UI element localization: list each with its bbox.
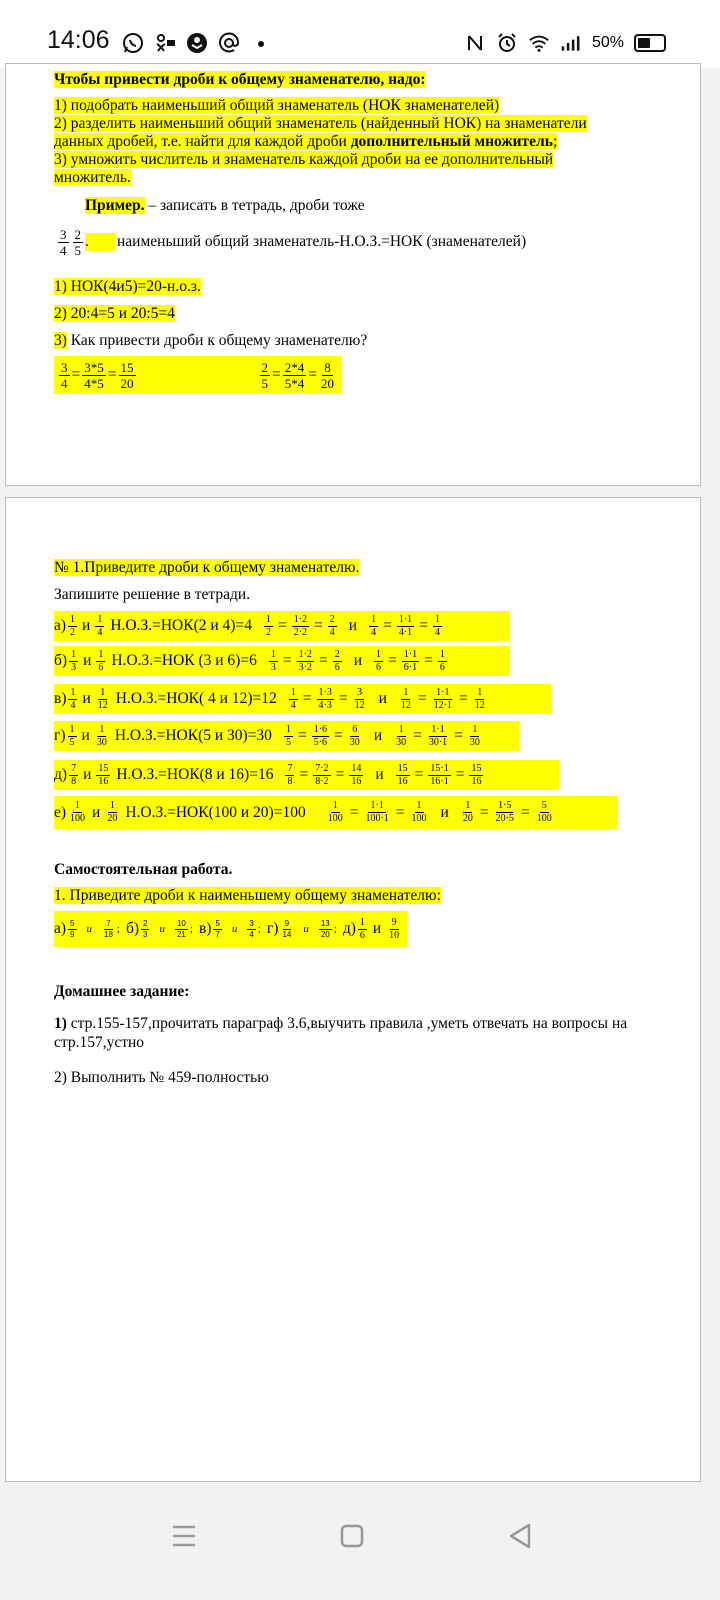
exercise-row: [54, 721, 519, 751]
fraction: $\frac{1}{12}$: [97, 686, 108, 711]
odnoklassniki-icon: [154, 32, 176, 54]
step-1: 1) НОК(4и5)=20-н.о.з.: [54, 278, 201, 295]
and-word: и: [231, 923, 238, 935]
nfc-icon: [464, 32, 486, 54]
ok-app-icon: [186, 32, 208, 54]
fraction: $\frac{3}{12}$: [354, 686, 365, 711]
fraction: $\frac{1}{30}$: [396, 723, 407, 748]
exercise-row: [54, 760, 559, 790]
equals: =: [387, 652, 397, 669]
menu-icon[interactable]: [164, 1516, 204, 1556]
equals: =: [413, 727, 422, 744]
and-word: и: [375, 766, 384, 783]
fraction: $\frac{1}{12}$: [400, 686, 411, 711]
example-fractions: [56, 222, 526, 262]
fraction: $\frac{1}{100}$: [411, 800, 427, 824]
equals: =: [334, 727, 343, 744]
fraction: $\frac{1}{30}$: [469, 723, 480, 748]
status-time: 14:06: [47, 26, 110, 54]
equals: =: [297, 727, 307, 744]
equals: =: [459, 690, 468, 707]
fraction: $\frac{1}{4}$: [434, 613, 440, 638]
exercise-row: [54, 611, 509, 641]
fraction: $\frac{1}{20}$: [462, 800, 473, 824]
back-icon[interactable]: [500, 1516, 540, 1556]
equals: =: [308, 366, 317, 383]
and-word: и: [83, 766, 92, 783]
fraction: $\frac{1}{100}$: [327, 800, 343, 824]
equals: =: [383, 617, 392, 634]
fraction: $\frac{8}{20}$: [321, 359, 334, 391]
fraction: $\frac{1}{2}$: [70, 613, 76, 638]
homework-title: Домашнее задание:: [54, 983, 190, 1000]
fraction: $\frac{1\cdot 1}{30\cdot 1}$: [428, 723, 448, 748]
step-2: 2) 20:4=5 и 20:5=4: [54, 305, 175, 322]
fraction: $\frac{1}{3}$: [71, 648, 77, 673]
equals: =: [417, 690, 427, 707]
fraction: $\frac{15}{20}$: [120, 359, 134, 391]
and-word: и: [81, 727, 90, 744]
home-icon[interactable]: [332, 1516, 372, 1556]
separator: ;: [333, 923, 337, 935]
and-word: и: [348, 617, 358, 634]
self-work-items: [54, 911, 407, 947]
exercise-subtitle: Запишите решение в тетради.: [54, 586, 251, 603]
equals: =: [282, 652, 292, 669]
and-word: и: [353, 652, 362, 669]
battery-percent: 50%: [591, 34, 624, 51]
homework-1-line1: стр.155-157,прочитать параграф 3.6,выучить правила ,уметь отвечать на вопросы на: [66, 1015, 628, 1032]
rule-2-bold: дополнительный множитель: [350, 133, 553, 150]
calc-row: [54, 356, 341, 394]
fraction: $\frac{1\cdot 2}{2\cdot 2}$: [293, 613, 308, 638]
fraction: $\frac{3*5}{4*5}$: [84, 359, 104, 391]
exercise-row: [54, 796, 617, 829]
equals: =: [349, 803, 359, 821]
noz-text: Н.О.З.=НОК(8 и 16)=16: [116, 766, 274, 783]
and-word: и: [86, 923, 92, 935]
fraction: $\frac{1}{4}$: [371, 613, 377, 638]
equals: =: [335, 766, 345, 783]
homework-2: 2) Выполнить № 459-полностью: [54, 1069, 269, 1086]
homework-1-num: 1): [54, 1015, 67, 1032]
fraction: $\frac{2}{3}$: [143, 918, 148, 939]
noz-text: Н.О.З.=НОК(100 и 20)=100: [125, 803, 306, 821]
fraction: $\frac{1}{4}$: [290, 686, 296, 711]
item-label: а): [54, 920, 67, 937]
fraction: $\frac{1}{4}$: [97, 613, 103, 638]
fraction: $\frac{3}{4}$: [61, 359, 68, 391]
equals: =: [395, 803, 405, 821]
fraction: $\frac{7}{8}$: [71, 762, 77, 787]
exercise-row: [54, 646, 509, 676]
dot: .: [85, 233, 115, 251]
and-word: и: [378, 690, 387, 707]
notification-icons: [122, 30, 272, 56]
noz-text: Н.О.З.=НОК(5 и 30)=30: [114, 727, 272, 744]
fraction: $\frac{2}{5}$: [261, 359, 268, 391]
fraction: $\frac{1}{2}$: [265, 613, 271, 638]
fraction: $\frac{9}{14}$: [282, 918, 292, 939]
example-label: Пример.: [85, 197, 145, 214]
separator: ;: [257, 923, 261, 935]
rule-3: 3) умножить числитель и знаменатель каждой дроби на ее дополнительный: [54, 151, 554, 168]
navigation-bar: [0, 1490, 720, 1600]
fraction: $\frac{1\cdot 2}{3\cdot 2}$: [298, 648, 312, 673]
equals: =: [107, 366, 117, 383]
row-label: е): [54, 803, 67, 821]
rule-1: 1) подобрать наименьший общий знаменатель (НОК знаменателей): [54, 97, 500, 114]
and-word: и: [159, 923, 165, 935]
document-page-1: [5, 63, 701, 486]
fraction: $\frac{6}{30}$: [349, 723, 360, 748]
self-work-task: 1. Приведите дроби к наименьшему общему знаменателю:: [54, 887, 441, 904]
item-label: в): [198, 920, 212, 937]
exercise-title: № 1.Приведите дроби к общему знаменателю.: [54, 559, 360, 576]
equals: =: [318, 652, 328, 669]
fraction: $\frac{1}{5}$: [69, 723, 75, 748]
fraction: $\frac{1}{12}$: [474, 686, 485, 711]
fraction: $\frac{2}{4}$: [329, 613, 335, 638]
alarm-icon: [496, 32, 518, 54]
equals: =: [338, 690, 348, 707]
item-label: д): [342, 920, 356, 937]
fraction: $\frac{1}{100}$: [70, 800, 86, 824]
fraction: $\frac{14}{16}$: [351, 762, 362, 787]
fraction: $\frac{15}{16}$: [397, 762, 408, 787]
at-icon: [218, 32, 240, 54]
row-label: д): [54, 766, 68, 783]
fraction: $\frac{1}{6}$: [359, 916, 365, 941]
system-icons: [464, 30, 666, 56]
and-word: и: [92, 803, 101, 821]
fraction: $\frac{1}{4}$: [70, 686, 76, 711]
and-word: и: [82, 617, 91, 634]
fraction: $\frac{5}{100}$: [536, 800, 552, 824]
rule-3-cont: множитель.: [54, 169, 131, 186]
nok-line: наименьший общий знаменатель-Н.О.З.=НОК (знаменателей): [117, 233, 527, 250]
noz-text: Н.О.З.=НОК( 4 и 12)=12: [115, 690, 277, 707]
equals: =: [455, 766, 465, 783]
equals: =: [520, 803, 530, 821]
equals: =: [272, 366, 281, 383]
homework-1-line2: стр.157,устно: [54, 1034, 145, 1051]
fraction: $\frac{7}{18}$: [104, 918, 113, 939]
noz-text: Н.О.З.=НОК(2 и 4)=4: [110, 617, 252, 634]
and-word: и: [82, 690, 91, 707]
row-label: г): [54, 727, 66, 744]
and-word: и: [372, 920, 382, 937]
fraction: $\frac{2}{5}$: [74, 226, 81, 258]
fraction: $\frac{1\cdot 1}{12\cdot 1}$: [433, 686, 452, 711]
fraction: $\frac{7}{8}$: [287, 762, 293, 787]
fraction: $\frac{2*4}{5*4}$: [284, 359, 305, 391]
rule-2-cont: данных дробей, т.е. найти для каждой дроби: [54, 133, 347, 150]
step-3-num: 3): [54, 332, 67, 349]
rule-2-end: ;: [552, 133, 558, 150]
exercise-row: [54, 684, 551, 714]
fraction: $\frac{1\cdot 1}{4\cdot 1}$: [398, 613, 413, 638]
fraction: $\frac{1}{6}$: [439, 648, 445, 673]
status-bar: [0, 0, 720, 68]
fraction: $\frac{1\cdot 1}{100\cdot 1}$: [365, 800, 389, 824]
fraction: $\frac{15\cdot 1}{16\cdot 1}$: [430, 762, 449, 787]
fraction: $\frac{1\cdot 3}{4\cdot 3}$: [318, 686, 332, 711]
and-word: и: [303, 923, 309, 935]
equals: =: [71, 366, 81, 383]
fraction: $\frac{15}{16}$: [471, 762, 482, 787]
fraction: $\frac{1}{6}$: [98, 648, 104, 673]
equals: =: [419, 617, 428, 634]
row-label: а): [54, 617, 67, 634]
noz-text: Н.О.З.=НОК (3 и 6)=6: [111, 652, 257, 669]
rule-2: 2) разделить наименьший общий знаменатель (найденный НОК) на знаменатели: [54, 115, 587, 132]
fraction: $\frac{3}{4}$: [249, 918, 254, 939]
item-label: б): [125, 920, 140, 937]
fraction: $\frac{7\cdot 2}{8\cdot 2}$: [315, 762, 329, 787]
signal-icon: [560, 32, 582, 54]
fraction: $\frac{1}{20}$: [107, 800, 118, 824]
self-work-title: Самостоятельная работа.: [54, 861, 233, 878]
battery-icon: [634, 34, 666, 52]
equals: =: [277, 617, 287, 634]
equals: =: [454, 727, 463, 744]
dot-icon: [250, 32, 272, 54]
fraction: $\frac{1\cdot 1}{6\cdot 1}$: [403, 648, 418, 673]
and-word: и: [83, 652, 92, 669]
rules-heading: Чтобы привести дроби к общему знаменателю, надо:: [54, 71, 426, 88]
fraction: $\frac{1\cdot 6}{5\cdot 6}$: [313, 723, 328, 748]
fraction: $\frac{1}{5}$: [285, 723, 291, 748]
fraction: $\frac{5}{9}$: [70, 918, 75, 939]
item-label: г): [266, 920, 279, 937]
wifi-icon: [528, 32, 550, 54]
equals: =: [302, 690, 312, 707]
fraction: $\frac{3}{4}$: [60, 226, 67, 258]
separator: ;: [116, 923, 120, 935]
fraction: $\frac{5}{7}$: [215, 918, 220, 939]
equals: =: [479, 803, 489, 821]
example-text: – записать в тетрадь, дроби тоже: [144, 197, 365, 214]
equals: =: [424, 652, 433, 669]
row-label: в): [54, 690, 67, 707]
and-word: и: [373, 727, 383, 744]
fraction: $\frac{2}{6}$: [334, 648, 340, 673]
equals: =: [299, 766, 309, 783]
equals: =: [414, 766, 424, 783]
fraction: $\frac{1\cdot 5}{20\cdot 5}$: [495, 800, 514, 824]
row-label: б): [54, 652, 68, 669]
fraction: $\frac{1}{30}$: [96, 723, 107, 748]
whatsapp-icon: [122, 32, 144, 54]
fraction: $\frac{15}{16}$: [98, 762, 109, 787]
fraction: $\frac{1}{3}$: [270, 648, 276, 673]
fraction: $\frac{1}{6}$: [375, 648, 381, 673]
separator: ;: [189, 923, 193, 935]
step-3-text: Как привести дроби к общему знаменателю?: [66, 332, 368, 349]
fraction: $\frac{13}{20}$: [320, 918, 330, 939]
equals: =: [314, 617, 323, 634]
and-word: и: [440, 803, 449, 821]
document-page-2: [5, 497, 701, 1482]
fraction: $\frac{10}{21}$: [176, 918, 186, 939]
fraction: $\frac{9}{10}$: [389, 916, 400, 941]
